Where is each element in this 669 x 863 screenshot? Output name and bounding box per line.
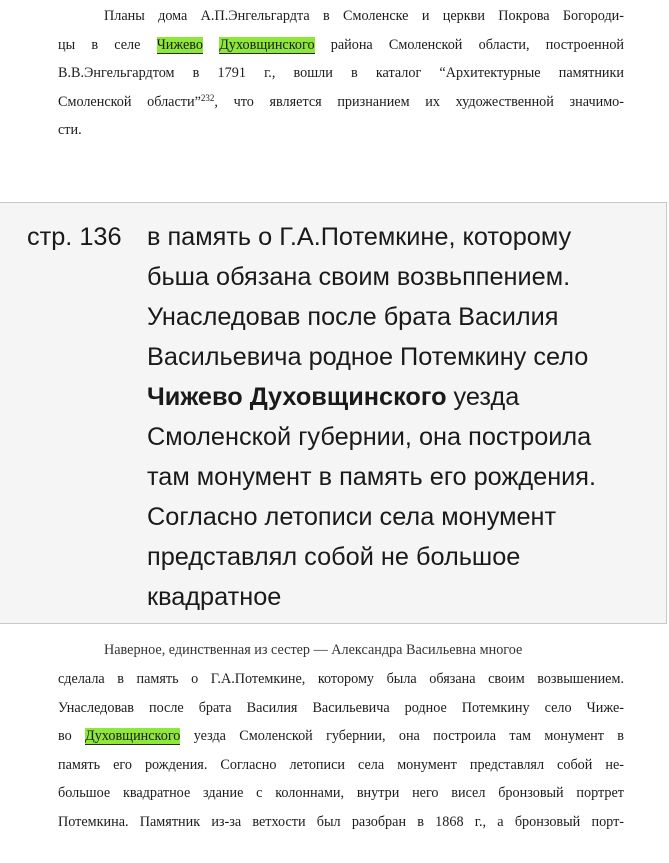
scan-line — [58, 31, 624, 60]
scan-text: цы в селе — [58, 36, 157, 53]
scan-text: Смоленской области” — [58, 93, 201, 110]
scan-text: во — [58, 728, 86, 745]
bottom-scan-excerpt — [58, 642, 624, 837]
overlay-line: Согласно летописи села монумент — [147, 503, 557, 531]
scan-line: В.В.Энгельгардтом в 1791 г., вошли в каталог “Архитектурные памятники — [58, 65, 624, 82]
page-reference: стр. 136 — [27, 223, 122, 251]
overlay-line: Васильевича родное Потемкину село — [147, 343, 589, 371]
overlay-line: Смоленской губернии, она построила — [147, 423, 592, 451]
scan-line — [58, 722, 624, 751]
overlay-line: в память о Г.А.Потемкине, которому — [147, 223, 572, 251]
bold-place-name: Чижево Духовщинского — [147, 383, 447, 411]
scan-line: Унаследовав после брата Василия Васильевича родное Потемкину село Чиже- — [58, 699, 624, 716]
overlay-line: представлял собой не большое — [147, 543, 521, 571]
overlay-line: бьша обязана своим возвьппением. — [147, 263, 571, 291]
scan-line: сти. — [58, 122, 82, 139]
overlay-line: Унаследовав после брата Василия — [147, 303, 559, 331]
scan-line: память его рождения. Согласно летописи села монумент представлял собой не- — [58, 756, 624, 773]
footnote-ref[interactable]: 232 — [200, 92, 215, 103]
overlay-text — [147, 217, 667, 617]
cut-off-line — [58, 642, 624, 665]
transcription-overlay — [0, 202, 667, 624]
overlay-text-span: уезда — [446, 383, 520, 411]
scan-line: сделала в память о Г.А.Потемкине, которому была обязана своим возвышением. — [58, 671, 624, 687]
scan-line — [58, 88, 624, 117]
overlay-line — [147, 377, 667, 417]
scan-text: уезда Смоленской губернии, она построила там монумент в — [180, 728, 624, 745]
top-scan-excerpt — [58, 2, 624, 145]
scan-text: района Смоленской области, построенной — [314, 36, 625, 53]
scan-line: Потемкина. Памятник из-за ветхости был разобран в 1868 г., а бронзовый порт- — [58, 813, 624, 830]
overlay-line: там монумент в память его рождения. — [147, 463, 597, 491]
cut-off-text: Наверное, единственная из сестер — Александра Васильевна многое — [104, 642, 523, 658]
overlay-line: квадратное — [147, 583, 282, 611]
highlight-dukhovshchinskogo: Духовщинского — [85, 728, 181, 745]
scan-line: Планы дома А.П.Энгельгардта в Смоленске и церкви Покрова Богороди- — [104, 8, 624, 24]
scan-line: большое квадратное здание с колоннами, внутри него висел бронзовый портрет — [58, 785, 624, 802]
scan-text: , что является признанием их художественной значимо- — [214, 93, 624, 110]
highlight-dukhovshchinskogo: Духовщинского — [219, 36, 315, 53]
highlight-chizhevo: Чижево — [156, 36, 203, 53]
